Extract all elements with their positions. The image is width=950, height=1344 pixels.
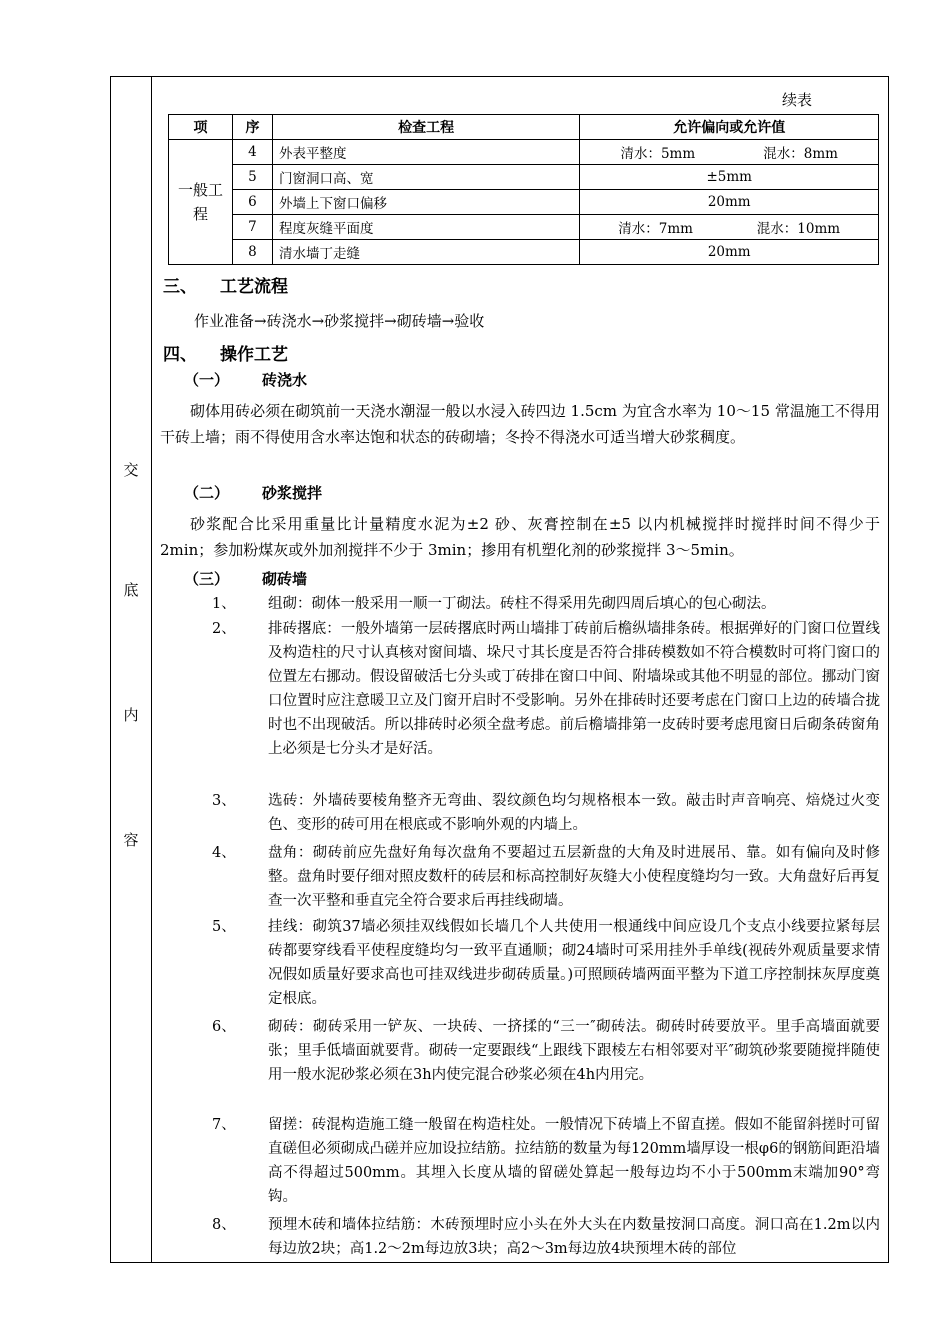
continuation-label: 续表 xyxy=(782,91,813,109)
sub2-number: （二） xyxy=(184,484,230,502)
row-value: 清水：5mm 混水：8mm xyxy=(580,140,879,165)
row-item: 程度灰缝平面度 xyxy=(272,215,579,240)
sub2-title: 砂浆搅拌 xyxy=(262,484,323,502)
list-item: 2、 排砖撂底：一般外墙第一层砖撂底时两山墙排丁砖前后檐纵墙排条砖。根据弹好的门窗口位置线及构造柱的尺寸认真核对窗间墙、垛尺寸其长度是否符合排砖模数如不符合模数时可将门窗口的位置左右挪动。假设留破活七分头或丁砖排在窗口中间、附墙垛或其他不明显的部位。挪动门窗口位置时应注意暖卫立及门窗开启时不受影响。另外在排砖时还要考虑在门窗口上边的砖墙合拢时也不出现破活。所以排砖时必须全盘考虑。前后檐墙排第一皮砖时要考虑甩窗日后砌条砖窗角上必须是七分头才是好活。 xyxy=(212,621,880,757)
row-no: 5 xyxy=(232,165,272,190)
side-char: 底 xyxy=(123,581,139,599)
sub1-paragraph: 砌体用砖必须在砌筑前一天浇水潮湿一般以水浸入砖四边 1.5cm 为宜含水率为 10～15 常温施工不得用干砖上墙；雨不得使用含水率达饱和状态的砖砌墙；冬拎不得浇水可适当增大砂浆稠度。 xyxy=(160,402,880,446)
table-header-row xyxy=(169,115,879,140)
row-item: 门窗洞口高、宽 xyxy=(272,165,579,190)
section3-title: 工艺流程 xyxy=(220,277,288,297)
section4-number: 四、 xyxy=(163,345,197,365)
group-label: 一般工程 xyxy=(169,140,233,265)
section4-title: 操作工艺 xyxy=(220,345,288,365)
sub3-number: （三） xyxy=(184,570,230,588)
list-item: 1、 组砌：砌体一般采用一顺一丁砌法。砖柱不得采用先砌四周后填心的包心砌法。 xyxy=(212,596,776,612)
row-no: 6 xyxy=(232,190,272,215)
row-item: 外墙上下窗口偏移 xyxy=(272,190,579,215)
list-item: 8、 预埋木砖和墙体拉结筋：木砖预埋时应小头在外大头在内数量按洞口高度。洞口高在1.2m以内每边放2块；高1.2～2m每边放3块；高2～3m每边放4块预埋木砖的部位 xyxy=(212,1217,880,1257)
side-column xyxy=(111,77,152,1262)
list-item: 4、 盘角：砌砖前应先盘好角每次盘角不要超过五层新盘的大角及时进展吊、靠。如有偏向及时修整。盘角时要仔细对照皮数杆的砖层和标高控制好灰缝大小使程度缝均匀一致。大角盘好后再复查一次平整和垂直完全符合要求后再挂线砌墙。 xyxy=(212,845,880,909)
header-cell: 序 xyxy=(232,115,272,140)
row-item: 清水墙丁走缝 xyxy=(272,240,579,265)
table-row xyxy=(169,240,879,265)
list-item: 5、 挂线：砌筑37墙必须挂双线假如长墙几个人共使用一根通线中间应设几个支点小线要拉紧每层砖都要穿线看平使程度缝均匀一致平直通顺；砌24墙时可采用挂外手单线(视砖外观质量要求情况假如质量好要求高也可挂双线进步砌砖质量。)可照顾砖墙两面平整为下道工序控制抹灰厚度奠定根底。 xyxy=(212,919,880,1007)
row-no: 4 xyxy=(232,140,272,165)
header-cell: 检查工程 xyxy=(272,115,579,140)
side-char: 容 xyxy=(123,831,139,849)
sub3-title: 砌砖墙 xyxy=(262,570,308,588)
process-flow: 作业准备→砖浇水→砂浆搅拌→砌砖墙→验收 xyxy=(194,312,485,330)
list-item: 3、 选砖：外墙砖要棱角整齐无弯曲、裂纹颜色均匀规格根本一致。敲击时声音响亮、焙烧过火变色、变形的砖可用在根底或不影响外观的内墙上。 xyxy=(212,793,880,833)
row-no: 8 xyxy=(232,240,272,265)
table-row xyxy=(169,165,879,190)
header-cell: 允许偏向或允许值 xyxy=(580,115,879,140)
document-frame xyxy=(110,76,889,1263)
section3-number: 三、 xyxy=(163,277,197,297)
content-area xyxy=(152,77,888,1262)
table-row xyxy=(169,190,879,215)
sub1-title: 砖浇水 xyxy=(262,371,308,389)
row-no: 7 xyxy=(232,215,272,240)
row-item: 外表平整度 xyxy=(272,140,579,165)
sub2-paragraph: 砂浆配合比采用重量比计量精度水泥为±2 砂、灰膏控制在±5 以内机械搅拌时搅拌时间不得少于 2min；参加粉煤灰或外加剂搅拌不少于 3min；掺用有机塑化剂的砂浆搅拌 3～5min。 xyxy=(160,515,880,559)
table-row xyxy=(169,215,879,240)
row-value: 20mm xyxy=(580,240,879,265)
inspection-table xyxy=(168,114,879,265)
table-row xyxy=(169,140,879,165)
list-item: 7、 留搓：砖混构造施工缝一般留在构造柱处。一般情况下砖墙上不留直搓。假如不能留斜搓时可留直磋但必须砌成凸磋并应加设拉结筋。拉结筋的数量为每120mm墙厚设一根φ6的钢筋间距沿墙高不得超过500mm。其埋入长度从墙的留磋处算起一般每边均不小于500mm末端加90°弯钩。 xyxy=(212,1117,880,1205)
row-value: ±5mm xyxy=(580,165,879,190)
row-value: 清水：7mm 混水：10mm xyxy=(580,215,879,240)
list-item: 6、 砌砖：砌砖采用一铲灰、一块砖、一挤揉的“三一″砌砖法。砌砖时砖要放平。里手高墙面就要张；里手低墙面就要背。砌砖一定要跟线“上跟线下跟棱左右相邻要对平″砌筑砂浆要随搅拌随使用一般水泥砂浆必须在3h内使完混合砂浆必须在4h内用完。 xyxy=(212,1019,880,1083)
side-char: 内 xyxy=(123,706,139,724)
side-char: 交 xyxy=(123,461,139,479)
row-value: 20mm xyxy=(580,190,879,215)
header-cell: 项 xyxy=(169,115,233,140)
sub1-number: （一） xyxy=(184,371,230,389)
